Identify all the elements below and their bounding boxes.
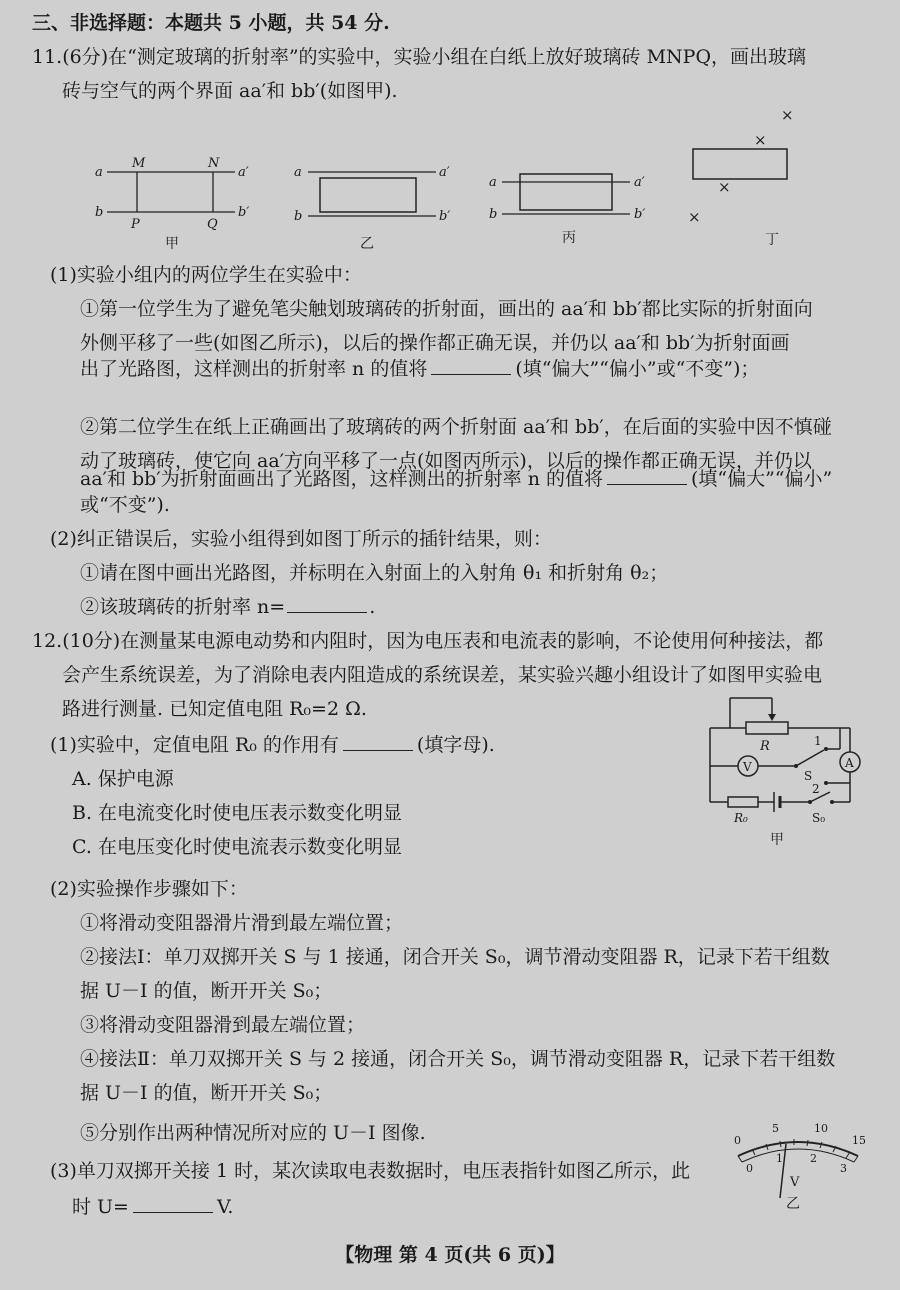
q11-1-2-line-b: 动了玻璃砖，使它向 aa′方向平移了一点(如图丙所示)，以后的操作都正确无误，并仍以 xyxy=(80,450,812,472)
voltmeter-dial xyxy=(728,1120,878,1215)
page-footer: 【物理 第 4 页(共 6 页)】 xyxy=(335,1244,565,1266)
q12-3-unit: V. xyxy=(216,1196,234,1218)
dial-inner-label: 3 xyxy=(840,1162,847,1175)
q11-stem-line-2: 砖与空气的两个界面 aa′和 bb′(如图甲). xyxy=(62,80,398,102)
q12-stem-line-1: 12.(10分)在测量某电源电动势和内阻时，因为电压表和电流表的影响，不论使用何种接法，都 xyxy=(32,630,824,652)
step-3: ③将滑动变阻器滑到最左端位置； xyxy=(80,1014,366,1036)
dial-outer-label: 15 xyxy=(852,1134,866,1147)
figure-jia xyxy=(95,150,275,255)
section-header: 三、非选择题：本题共 5 小题，共 54 分. xyxy=(32,12,390,34)
label-S: S xyxy=(804,769,813,783)
q11-2-1: ①请在图中画出光路图，并标明在入射面上的入射角 θ₁ 和折射角 θ₂； xyxy=(80,562,669,584)
q11-1-2-hint: (填“偏大”“偏小” xyxy=(690,468,833,490)
q12-part-1 xyxy=(50,732,495,758)
q11-1-2-line-d: 或“不变”). xyxy=(80,494,170,516)
pin-mark: × xyxy=(754,131,767,149)
q11-2-2-period: . xyxy=(369,596,376,618)
label-a-prime: a′ xyxy=(238,165,249,180)
dial-inner-label: 2 xyxy=(810,1152,817,1165)
option-b: B. 在电流变化时使电压表示数变化明显 xyxy=(72,802,403,824)
step-4-line-a: ④接法Ⅱ：单刀双掷开关 S 与 2 接通，闭合开关 S₀，调节滑动变阻器 R，记录下若干组数 xyxy=(80,1048,836,1070)
q11-1-1-hint: (填“偏大”“偏小”或“不变”)； xyxy=(515,358,760,380)
dial-unit: V xyxy=(790,1175,800,1190)
label-a: a xyxy=(294,165,302,180)
answer-blank[interactable] xyxy=(287,594,367,613)
q12-1-text: (1)实验中，定值电阻 R₀ 的作用有 xyxy=(50,734,339,756)
answer-blank[interactable] xyxy=(607,466,687,485)
q12-part-3-line-a: (3)单刀双掷开关接 1 时，某次读取电表数据时，电压表指针如图乙所示，此 xyxy=(50,1160,691,1182)
caption-jia: 甲 xyxy=(165,236,179,252)
caption-ding: 丁 xyxy=(765,232,779,248)
voltmeter-symbol: V xyxy=(743,760,752,774)
option-c: C. 在电压变化时使电流表示数变化明显 xyxy=(72,836,402,858)
answer-blank[interactable] xyxy=(431,356,511,375)
q11-2-2-text: ②该玻璃砖的折射率 n= xyxy=(80,596,286,618)
label-a-prime: a′ xyxy=(634,175,645,190)
label-R: R xyxy=(760,739,770,754)
q11-1-1-line-b: 外侧平移了一些(如图乙所示)，以后的操作都正确无误，并仍以 aa′和 bb′为折射面画 xyxy=(80,332,790,354)
q11-1-1-line-c xyxy=(80,356,759,382)
q11-1-1-text: 出了光路图，这样测出的折射率 n 的值将 xyxy=(80,358,428,380)
q12-stem-line-3: 路进行测量. 已知定值电阻 R₀=2 Ω. xyxy=(62,698,367,720)
label-S0: S₀ xyxy=(812,811,826,825)
answer-blank[interactable] xyxy=(133,1194,213,1213)
q12-1-hint: (填字母). xyxy=(416,734,495,756)
pin-mark: × xyxy=(718,178,731,196)
label-2: 2 xyxy=(812,782,820,796)
dial-outer-label: 0 xyxy=(734,1134,741,1147)
label-b: b xyxy=(95,205,104,220)
ammeter-symbol: A xyxy=(845,756,854,770)
label-P: P xyxy=(131,217,140,232)
figure-ding xyxy=(685,100,815,250)
step-5: ⑤分别作出两种情况所对应的 U－I 图像. xyxy=(80,1122,426,1144)
q11-1-2-text: aa′和 bb′为折射面画出了光路图，这样测出的折射率 n 的值将 xyxy=(80,468,603,490)
caption-bing: 丙 xyxy=(562,230,576,246)
step-2-line-a: ②接法Ⅰ：单刀双掷开关 S 与 1 接通，闭合开关 S₀，调节滑动变阻器 R，记录下若干组数 xyxy=(80,946,830,968)
dial-inner-label: 1 xyxy=(776,1152,783,1165)
q11-1-1-line-a: ①第一位学生为了避免笔尖触划玻璃砖的折射面，画出的 aa′和 bb′都比实际的折射面向 xyxy=(80,298,813,320)
label-b: b xyxy=(489,207,498,222)
label-b: b xyxy=(294,209,303,224)
answer-blank[interactable] xyxy=(343,732,413,751)
q11-stem-line-1: 11.(6分)在“测定玻璃的折射率”的实验中，实验小组在白纸上放好玻璃砖 MNPQ，画出玻璃 xyxy=(32,46,807,68)
step-1: ①将滑动变阻器滑片滑到最左端位置； xyxy=(80,912,404,934)
dial-outer-label: 5 xyxy=(772,1122,779,1135)
caption-circuit: 甲 xyxy=(770,832,784,848)
label-a-prime: a′ xyxy=(439,165,450,180)
q12-3-text: 时 U= xyxy=(72,1196,129,1218)
q12-stem-line-2: 会产生系统误差，为了消除电表内阻造成的系统误差，某实验兴趣小组设计了如图甲实验电 xyxy=(62,664,823,686)
label-Q: Q xyxy=(207,217,218,232)
label-N: N xyxy=(208,156,220,171)
label-b-prime: b′ xyxy=(439,209,451,224)
label-a: a xyxy=(489,175,497,190)
circuit-diagram xyxy=(700,690,865,850)
figure-yi xyxy=(290,150,470,255)
label-b-prime: b′ xyxy=(634,207,646,222)
caption-yi: 乙 xyxy=(360,236,374,252)
dial-inner-label: 0 xyxy=(746,1162,753,1175)
dial-outer-label: 10 xyxy=(814,1122,828,1135)
pin-mark: × xyxy=(688,208,701,226)
figure-bing xyxy=(488,150,668,255)
step-2-line-b: 据 U－I 的值，断开开关 S₀； xyxy=(80,980,333,1002)
label-a: a xyxy=(95,165,103,180)
label-1: 1 xyxy=(814,734,822,748)
q12-part-3-line-b xyxy=(72,1194,233,1220)
option-a: A. 保护电源 xyxy=(72,768,174,790)
label-R0: R₀ xyxy=(734,811,748,825)
q11-1-2-c-text-row xyxy=(80,458,833,490)
q11-2-2 xyxy=(80,594,375,620)
q11-part-2: (2)纠正错误后，实验小组得到如图丁所示的插针结果，则： xyxy=(50,528,552,550)
caption-dial: 乙 xyxy=(786,1196,800,1212)
label-b-prime: b′ xyxy=(238,205,250,220)
pin-mark: × xyxy=(781,106,794,124)
q11-part-1: (1)实验小组内的两位学生在实验中： xyxy=(50,264,362,286)
q12-part-2: (2)实验操作步骤如下： xyxy=(50,878,248,900)
q11-1-2-line-a: ②第二位学生在纸上正确画出了玻璃砖的两个折射面 aa′和 bb′，在后面的实验中因不慎碰 xyxy=(80,416,832,438)
label-M: M xyxy=(132,156,146,171)
step-4-line-b: 据 U－I 的值，断开开关 S₀； xyxy=(80,1082,333,1104)
